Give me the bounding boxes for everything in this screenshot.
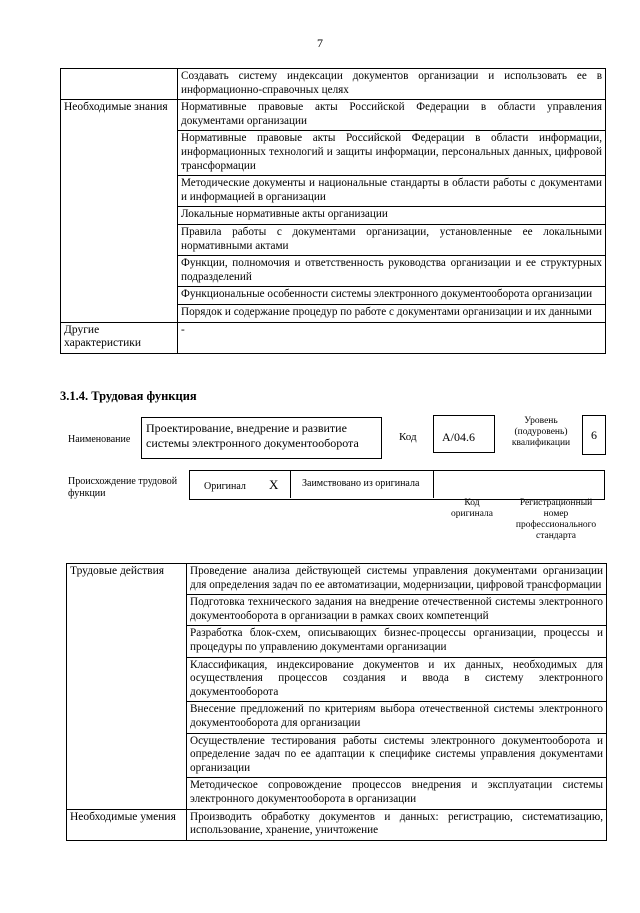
function-name: Проектирование, внедрение и развитие системы электронного документооборота <box>141 417 382 459</box>
code-original-label: Код оригинала <box>451 498 493 519</box>
row-item: Локальные нормативные акты организации <box>178 207 606 225</box>
table-row <box>61 322 606 353</box>
origin-divider <box>433 470 434 498</box>
row-label: Необходимые умения <box>67 809 187 840</box>
table-row <box>61 69 606 100</box>
row-item: Нормативные правовые акты Российской Федерации в области управления документами организации <box>178 100 606 131</box>
row-item: Создавать систему индексации документов организации и использовать ее в информационно-справочных целях <box>178 69 606 100</box>
row-item: Внесение предложений по критериям выбора отечественной системы электронного документооборота для организации <box>187 702 607 733</box>
row-label: Трудовые действия <box>67 564 187 810</box>
table-row <box>67 564 607 595</box>
row-item: Методические документы и национальные стандарты в области работы с документами и информацией в организации <box>178 176 606 207</box>
row-item: Нормативные правовые акты Российской Федерации в области информации, информационных технологий и защиты информации, персональных данных, цифровой трансформации <box>178 131 606 176</box>
row-item: Порядок и содержание процедур по работе с документами организации и их данными <box>178 304 606 322</box>
row-item: Проведение анализа действующей системы управления документами организации для определения задач по ее автоматизации, модернизации, цифровой трансформации <box>187 564 607 595</box>
row-label: Необходимые знания <box>61 100 178 322</box>
row-item: Производить обработку документов и данных: регистрацию, систематизацию, использование, хранение, уничтожение <box>187 809 607 840</box>
row-label: Другие характеристики <box>61 322 178 353</box>
row-item: Функции, полномочия и ответственность руководства организации и ее структурных подразделений <box>178 256 606 287</box>
row-item: - <box>178 322 606 353</box>
borrowed-label: Заимствовано из оригинала <box>302 478 420 489</box>
name-label: Наименование <box>68 434 131 445</box>
row-item: Методическое сопровождение процессов внедрения и эксплуатации системы электронного документооборота в организации <box>187 778 607 809</box>
page-number: 7 <box>317 36 323 50</box>
code-value: A/04.6 <box>433 415 495 453</box>
level-label: Уровень (подуровень) квалификации <box>511 416 571 448</box>
row-label <box>61 69 178 100</box>
row-item: Функциональные особенности системы электронного документооборота организации <box>178 287 606 305</box>
table-row <box>61 100 606 131</box>
row-item: Классификация, индексирование документов и их данных, необходимых для осуществления процессов создания и ввода в систему электронного документооборота <box>187 657 607 702</box>
original-label: Оригинал <box>204 481 246 492</box>
level-value: 6 <box>582 415 606 455</box>
table-row <box>67 809 607 840</box>
reg-number-label: Регистрационный номер профессионального стандарта <box>515 498 597 541</box>
requirements-table-top <box>60 68 606 354</box>
row-item: Разработка блок-схем, описывающих бизнес-процессы организации, процессы и процедуры по управлению документами организации <box>187 626 607 657</box>
origin-divider <box>290 470 291 498</box>
origin-label: Происхождение трудовой функции <box>68 476 178 499</box>
requirements-table-bottom <box>66 563 607 841</box>
row-item: Осуществление тестирования работы системы электронного документооборота и определение задач по ее адаптации к специфике системы управления документами организации <box>187 733 607 778</box>
original-mark: X <box>269 477 279 492</box>
section-heading: 3.1.4. Трудовая функция <box>60 389 197 403</box>
code-label: Код <box>399 431 417 443</box>
row-item: Правила работы с документами организации, установленные ее локальными нормативными актами <box>178 224 606 255</box>
row-item: Подготовка технического задания на внедрение отечественной системы электронного документооборота в организации в рамках своих компетенций <box>187 595 607 626</box>
